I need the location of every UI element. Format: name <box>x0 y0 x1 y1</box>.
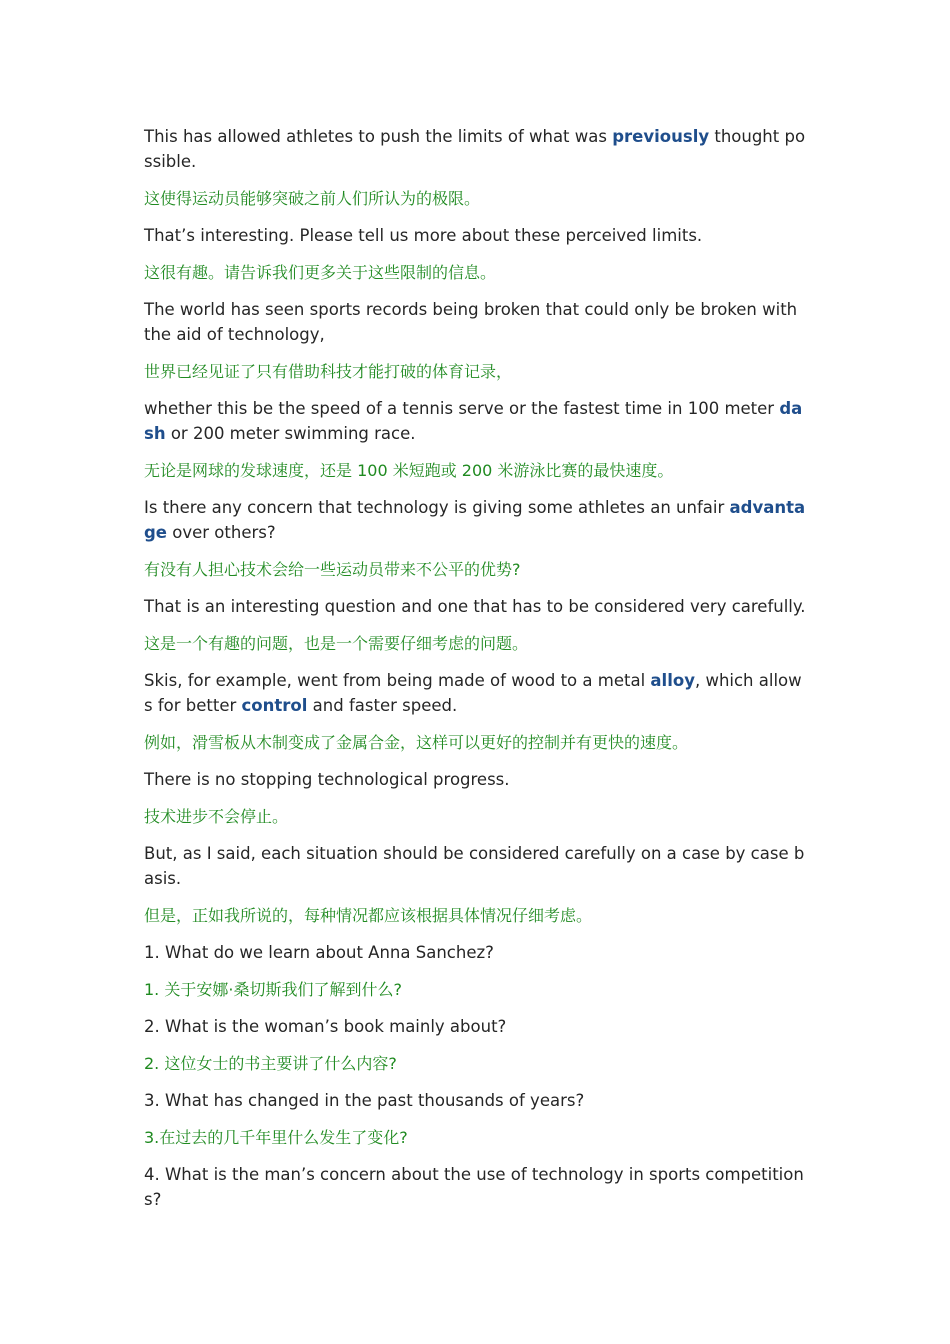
chinese-translation-paragraph <box>144 903 808 928</box>
keyword-highlight: control <box>241 696 308 715</box>
english-paragraph <box>144 1014 808 1039</box>
document-page <box>144 124 808 1224</box>
text-segment: 3. What has changed in the past thousands of years? <box>144 1091 585 1110</box>
text-segment: 2. What is the woman’s book mainly about? <box>144 1017 507 1036</box>
text-segment: There is no stopping technological progress. <box>144 770 510 789</box>
keyword-highlight: advantage <box>144 498 806 542</box>
keyword-highlight: previously <box>612 127 710 146</box>
text-segment: 世界已经见证了只有借助科技才能打破的体育记录， <box>144 362 513 381</box>
english-paragraph <box>144 223 808 248</box>
text-segment: 4. What is the man’s concern about the use of technology in sports competitions? <box>144 1165 804 1209</box>
chinese-translation-paragraph <box>144 631 808 656</box>
chinese-translation-paragraph <box>144 977 808 1002</box>
chinese-translation-paragraph <box>144 260 808 285</box>
text-segment: The world has seen sports records being broken that could only be broken with the aid of technology, <box>144 300 798 344</box>
text-segment: and faster speed. <box>307 696 458 715</box>
english-paragraph <box>144 767 808 792</box>
english-paragraph <box>144 1088 808 1113</box>
text-segment: 2. 这位女士的书主要讲了什么内容? <box>144 1054 397 1073</box>
english-paragraph <box>144 495 808 545</box>
text-segment: 这是一个有趣的问题，也是一个需要仔细考虑的问题。 <box>144 634 529 653</box>
text-segment: 但是，正如我所说的，每种情况都应该根据具体情况仔细考虑。 <box>144 906 593 925</box>
english-paragraph <box>144 1162 808 1212</box>
chinese-translation-paragraph <box>144 730 808 755</box>
text-segment: thought possible. <box>144 127 806 171</box>
text-segment: Is there any concern that technology is giving some athletes an unfair <box>144 498 730 517</box>
text-segment: That’s interesting. Please tell us more about these perceived limits. <box>144 226 703 245</box>
text-segment: 例如，滑雪板从木制变成了金属合金，这样可以更好的控制并有更快的速度。 <box>144 733 689 752</box>
chinese-translation-paragraph <box>144 359 808 384</box>
text-segment: 这很有趣。请告诉我们更多关于这些限制的信息。 <box>144 263 497 282</box>
text-segment: 无论是网球的发球速度，还是 100 米短跑或 200 米游泳比赛的最快速度。 <box>144 461 674 480</box>
text-segment: , which allows for better <box>144 671 802 715</box>
text-segment: or 200 meter swimming race. <box>165 424 416 443</box>
english-paragraph <box>144 124 808 174</box>
english-paragraph <box>144 297 808 347</box>
english-paragraph <box>144 940 808 965</box>
text-segment: That is an interesting question and one that has to be considered very carefully. <box>144 597 806 616</box>
text-segment: But, as I said, each situation should be considered carefully on a case by case basis. <box>144 844 805 888</box>
text-segment: 3.在过去的几千年里什么发生了变化? <box>144 1128 408 1147</box>
english-paragraph <box>144 396 808 446</box>
text-segment: whether this be the speed of a tennis serve or the fastest time in 100 meter <box>144 399 780 418</box>
english-paragraph <box>144 841 808 891</box>
english-paragraph <box>144 594 808 619</box>
chinese-translation-paragraph <box>144 1051 808 1076</box>
text-segment: 有没有人担心技术会给一些运动员带来不公平的优势? <box>144 560 521 579</box>
text-segment: 这使得运动员能够突破之前人们所认为的极限。 <box>144 189 481 208</box>
keyword-highlight: dash <box>144 399 803 443</box>
text-segment: This has allowed athletes to push the limits of what was <box>144 127 613 146</box>
text-segment: 1. What do we learn about Anna Sanchez? <box>144 943 494 962</box>
chinese-translation-paragraph <box>144 557 808 582</box>
text-segment: over others? <box>167 523 276 542</box>
chinese-translation-paragraph <box>144 804 808 829</box>
text-segment: 1. 关于安娜·桑切斯我们了解到什么? <box>144 980 402 999</box>
chinese-translation-paragraph <box>144 186 808 211</box>
text-segment: Skis, for example, went from being made of wood to a metal <box>144 671 651 690</box>
chinese-translation-paragraph <box>144 1125 808 1150</box>
chinese-translation-paragraph <box>144 458 808 483</box>
keyword-highlight: alloy <box>650 671 695 690</box>
english-paragraph <box>144 668 808 718</box>
text-segment: 技术进步不会停止。 <box>144 807 289 826</box>
